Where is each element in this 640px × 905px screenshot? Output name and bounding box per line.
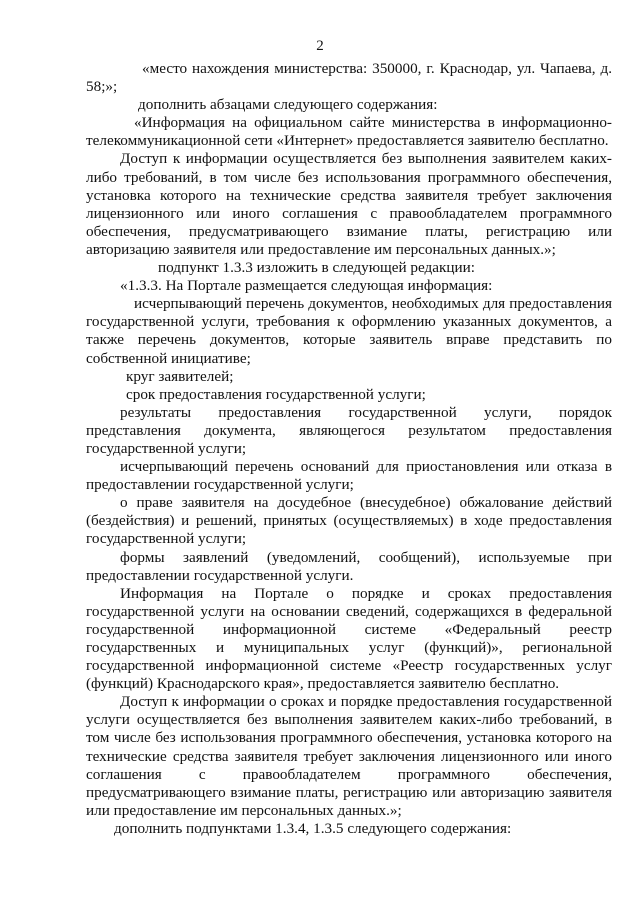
paragraph: дополнить подпунктами 1.3.4, 1.3.5 следующего содержания: [114, 819, 512, 837]
paragraph: круг заявителей; [126, 367, 234, 385]
paragraph: дополнить абзацами следующего содержания: [138, 96, 438, 114]
paragraph: исчерпывающий перечень оснований для приостановления или отказа в предоставлении государственной услуги; [86, 458, 612, 494]
paragraph: Доступ к информации о сроках и порядке предоставления государственной услуги осуществляется без выполнения заявителем каких-либо требований, в том числе без использования программного обеспечения, установка которого на технические средства заявителя требует заключения лицензионного или иного соглашения с правообладателем программного обеспечения, предусматривающего взимание платы, регистрацию или авторизацию заявителя или предоставление им персональных данных.»; [86, 693, 612, 819]
paragraph: «1.3.3. На Портале размещается следующая информация: [120, 277, 493, 295]
paragraph: исчерпывающий перечень документов, необходимых для предоставления государственной услуги, требования к оформлению указанных документов, а также перечень документов, которые заявитель вправе представить по собственной инициативе; [86, 295, 612, 367]
document-body [86, 60, 612, 838]
paragraph: срок предоставления государственной услуги; [126, 385, 426, 403]
paragraph: результаты предоставления государственной услуги, порядок представления документа, являющегося результатом предоставления государственной услуги; [86, 403, 612, 457]
paragraph: «Информация на официальном сайте министерства в информационно-телекоммуникационной сети «Интернет» предоставляется заявителю бесплатно. [86, 114, 612, 150]
paragraph: Доступ к информации осуществляется без выполнения заявителем каких-либо требований, в том числе без использования программного обеспечения, установка которого на технические средства заявителя требует заключения лицензионного или иного соглашения с правообладателем программного обеспечения, предусматривающего взимание платы, регистрацию или авторизацию заявителя или предоставление им персональных данных.»; [86, 150, 612, 258]
paragraph: «место нахождения министерства: 350000, г. Краснодар, ул. Чапаева, д. 58;»; [86, 60, 612, 96]
paragraph: о праве заявителя на досудебное (внесудебное) обжалование действий (бездействия) и решений, принятых (осуществляемых) в ходе предоставления государственной услуги; [86, 494, 612, 548]
paragraph: Информация на Портале о порядке и сроках предоставления государственной услуги на основании сведений, содержащихся в федеральной государственной информационной системе «Федеральный реестр государственных и муниципальных услуг (функций)», региональной государственной информационной системе «Реестр государственных услуг (функций) Краснодарского края», предоставляется заявителю бесплатно. [86, 584, 612, 693]
page-number: 2 [316, 38, 324, 54]
paragraph: подпункт 1.3.3 изложить в следующей редакции: [158, 259, 475, 277]
paragraph: формы заявлений (уведомлений, сообщений), используемые при предоставлении государственной услуги. [86, 548, 612, 584]
